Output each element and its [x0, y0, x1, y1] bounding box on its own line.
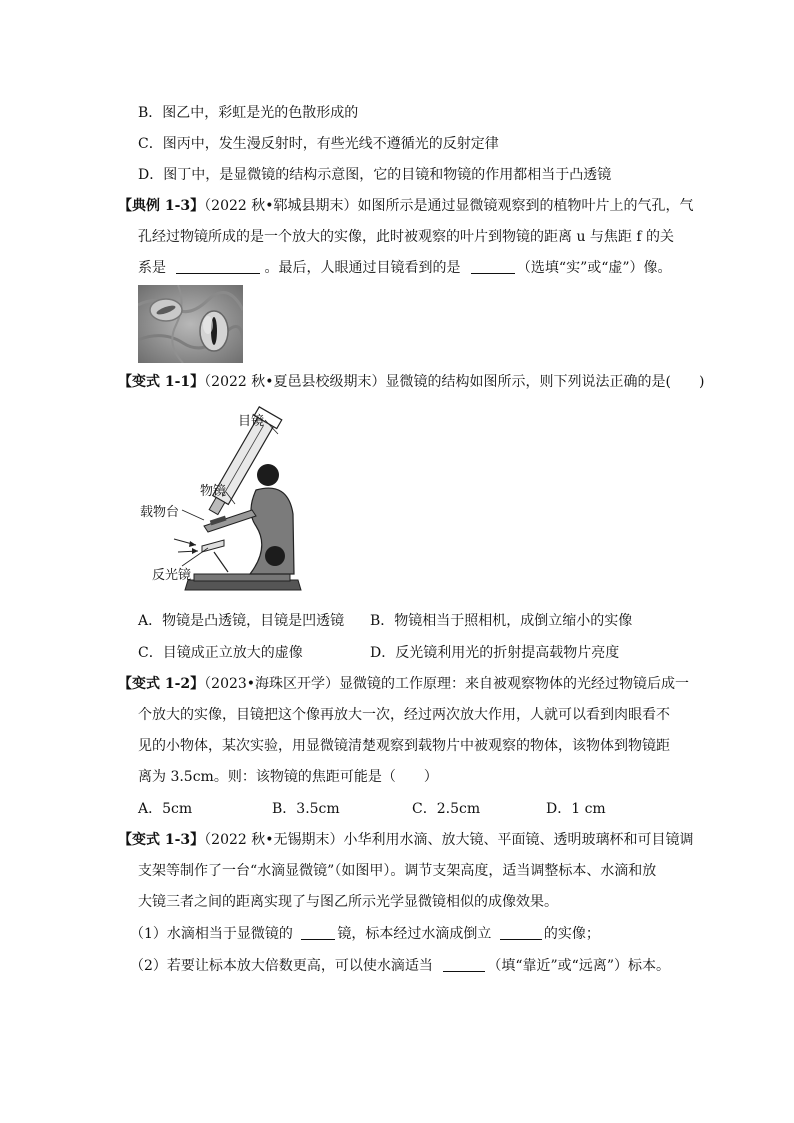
variant-1-3-line-2: 支架等制作了一台“水滴显微镜”（如图甲）。调节支架高度，适当调整标本、水滴和放: [138, 863, 657, 879]
answer-blank-image-size[interactable]: [500, 925, 542, 940]
example-1-3-line-2: 孔经过物镜所成的是一个放大的实像，此时被观察的叶片到物镜的距离 u 与焦距 f 的关: [138, 229, 674, 245]
variant-text: 小华利用水滴、放大镜、平面镜、透明玻璃杯和可目镜调: [343, 832, 694, 848]
variant-1-2-line-1: [118, 674, 689, 694]
answer-blank-lens[interactable]: [301, 925, 335, 940]
variant-1-1-option-a: A．物镜是凸透镜，目镜是凹透镜: [138, 613, 345, 629]
variant-tag: 【变式 1-3】: [118, 832, 205, 848]
variant-text: 显微镜的结构如图所示，则下列说法正确的是( ): [385, 374, 705, 390]
variant-1-2-option-d: D．1 cm: [546, 801, 606, 817]
label-mirror: 反光镜: [152, 568, 192, 583]
variant-text: 显微镜的工作原理：来自被观察物体的光经过物镜后成一: [339, 676, 690, 692]
example-1-3-line-3: [138, 258, 672, 278]
text-segment: （1）水滴相当于显微镜的: [130, 926, 293, 942]
answer-blank-distance[interactable]: [443, 957, 485, 972]
stomata-micrograph-image: [138, 285, 243, 363]
variant-1-2-line-3: 见的小物体，某次实验，用显微镜清楚观察到载物片中被观察的物体，该物体到物镜距: [138, 738, 670, 754]
variant-1-3-q2: [130, 956, 670, 976]
variant-1-1-option-b: B．物镜相当于照相机，成倒立缩小的实像: [370, 613, 633, 629]
text-segment: 。最后，人眼通过目镜看到的是: [264, 260, 461, 276]
example-text: 如图所示是通过显微镜观察到的植物叶片上的气孔，气: [357, 198, 694, 214]
variant-1-3-q1: [130, 924, 600, 944]
text-segment: 的实像；: [543, 926, 600, 942]
variant-1-2-line-2: 个放大的实像，目镜把这个像再放大一次，经过两次放大作用，人就可以看到肉眼看不: [138, 707, 670, 723]
label-stage: 载物台: [140, 505, 180, 520]
option-c: C．图丙中，发生漫反射时，有些光线不遵循光的反射定律: [138, 136, 499, 152]
example-tag: 【典例 1-3】: [118, 198, 205, 214]
variant-1-1-stem: [118, 372, 704, 392]
text-segment: （填“靠近”或“远离”）标本。: [487, 958, 670, 974]
label-eyepiece: 目镜: [238, 414, 265, 429]
text-segment: （选填“实”或“虚”）像。: [516, 260, 672, 276]
variant-source: （2022 秋•无锡期末）: [204, 832, 344, 848]
variant-tag: 【变式 1-1】: [118, 374, 205, 390]
microscope-diagram: [138, 406, 308, 594]
answer-blank-relation[interactable]: [176, 259, 260, 274]
variant-1-3-line-3: 大镜三者之间的距离实现了与图乙所示光学显微镜相似的成像效果。: [138, 894, 558, 910]
variant-1-2-option-a: A．5cm: [138, 801, 193, 817]
label-objective: 物镜: [200, 484, 227, 499]
variant-1-3-line-1: [118, 830, 694, 850]
answer-blank-image-type[interactable]: [471, 259, 515, 274]
text-segment: 系是: [138, 260, 166, 276]
example-source: （2022 秋•郓城县期末）: [204, 198, 358, 214]
variant-1-2-option-b: B．3.5cm: [272, 801, 340, 817]
variant-1-2-option-c: C．2.5cm: [412, 801, 481, 817]
variant-1-2-line-4: 离为 3.5cm。则：该物镜的焦距可能是（ ）: [138, 769, 438, 785]
option-b: B．图乙中，彩虹是光的色散形成的: [138, 105, 359, 121]
text-segment: （2）若要让标本放大倍数更高，可以使水滴适当: [130, 958, 433, 974]
variant-source: （2023•海珠区开学）: [204, 676, 340, 692]
variant-source: （2022 秋•夏邑县校级期末）: [204, 374, 386, 390]
option-d: D．图丁中，是显微镜的结构示意图，它的目镜和物镜的作用都相当于凸透镜: [138, 167, 612, 183]
example-1-3-line-1: [118, 196, 694, 216]
variant-1-1-option-d: D．反光镜利用光的折射提高载物片亮度: [370, 645, 620, 661]
variant-1-1-option-c: C．目镜成正立放大的虚像: [138, 645, 303, 661]
text-segment: 镜，标本经过水滴成倒立: [337, 926, 492, 942]
variant-tag: 【变式 1-2】: [118, 676, 205, 692]
